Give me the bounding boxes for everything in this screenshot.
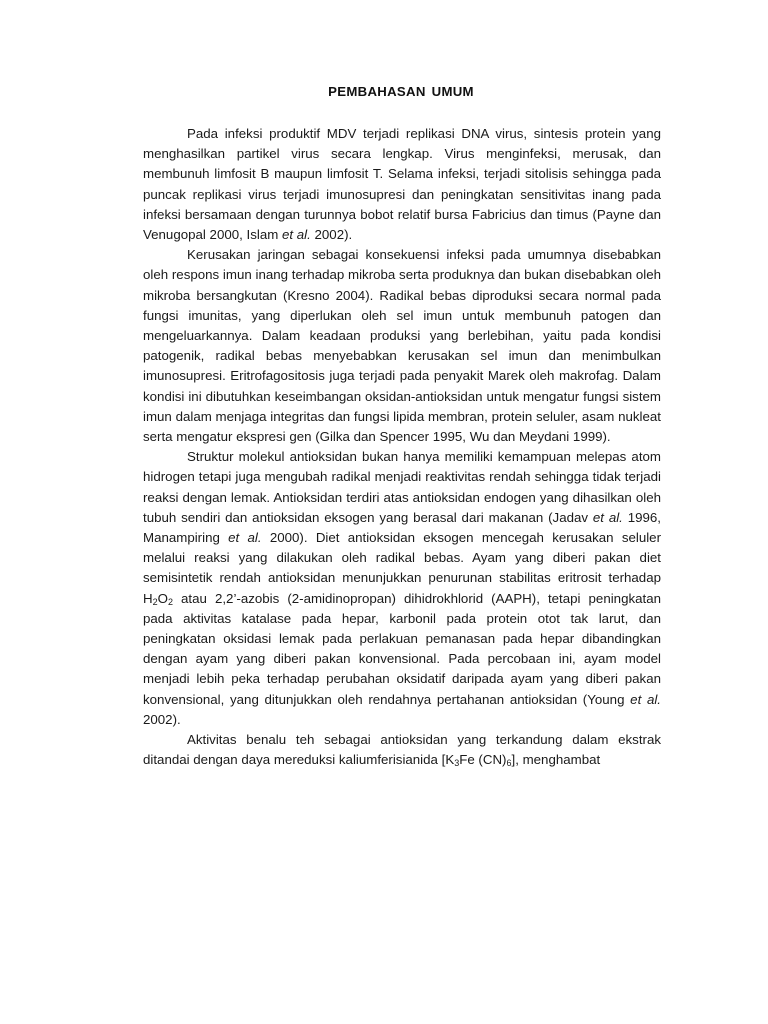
text-run: atau 2,2’-azobis (2-amidinopropan) dihidrokhlorid (AAPH), tetapi peningkatan pada aktivitas katalase pada hepar, karbonil pada protein otot tak larut, dan peningkatan oksidasi lemak pada perlakuan pemanasan pada hepar dibandingkan dengan ayam yang diberi pakan konvensional. Pada percobaan ini, ayam model menjadi lebih peka terhadap perubahan oksidatif daripada ayam yang diberi pakan konvensional, yang ditunjukkan oleh rendahnya pertahanan antioksidan (Young: [143, 590, 661, 707]
subscript: 3: [454, 758, 460, 769]
paragraph-1: [143, 124, 661, 245]
subscript: 2: [167, 596, 173, 607]
paragraph-3: [143, 447, 661, 730]
text-run: Aktivitas benalu teh sebagai antioksidan yang terkandung dalam ekstrak ditandai dengan daya mereduksi kaliumferisianida [K: [143, 732, 661, 768]
subscript: 2: [152, 596, 158, 607]
paragraph-4: [143, 730, 661, 770]
text-run: Struktur molekul antioksidan bukan hanya memiliki kemampuan melepas atom hidrogen tetapi juga mengubah radikal menjadi reaktivitas rendah sehingga tidak terjadi reaksi dengan lemak. Antioksidan terdiri atas antioksidan endogen yang dihasilkan oleh tubuh sendiri dan antioksidan eksogen yang berasal dari makanan (Jadav: [143, 449, 661, 525]
page-title: PEMBAHASAN UMUM: [328, 84, 474, 99]
text-run-italic: et al.: [630, 691, 661, 707]
text-run-italic: et al.: [281, 227, 311, 243]
text-run: O: [157, 590, 168, 606]
text-run: 1996, Manampiring: [143, 509, 661, 546]
text-run: 2002).: [310, 227, 353, 243]
text-run: 2002).: [143, 711, 181, 727]
text-run: Kerusakan jaringan sebagai konsekuensi infeksi pada umumnya disebabkan oleh respons imun inang terhadap mikroba serta produknya dan bukan disebabkan oleh mikroba bersangkutan (Kresno 2004). Radikal bebas diproduksi secara normal pada fungsi imunitas, yang diperlukan oleh sel imun untuk membunuh patogen dan mengeluarkannya. Dalam keadaan produksi yang berlebihan, yaitu pada kondisi patogenik, radikal bebas menyebabkan kerusakan sel imun dan menimbulkan imunosupresi. Eritrofagositosis juga terjadi pada penyakit Marek oleh makrofag. Dalam kondisi ini dibutuhkan keseimbangan oksidan-antioksidan untuk mengatur fungsi sistem imun dalam menjaga integritas dan fungsi lipida membran, protein seluler, asam nukleat serta mengatur ekspresi gen (Gilka dan Spencer 1995, Wu dan Meydani 1999).: [143, 247, 661, 445]
text-run: Fe (CN): [459, 752, 507, 768]
paragraph-2: [143, 245, 661, 447]
subscript: 6: [506, 758, 512, 769]
text-run: ], menghambat: [511, 752, 601, 768]
text-run-italic: et al.: [592, 509, 623, 525]
text-run: 2000). Diet antioksidan eksogen mencegah kerusakan seluler melalui reaksi yang dilakukan oleh radikal bebas. Ayam yang diberi pakan diet semisintetik rendah antioksidan menunjukkan penurunan stabilitas eritrosit terhadap H: [143, 530, 661, 606]
document-body: [143, 124, 661, 771]
text-run: Pada infeksi produktif MDV terjadi replikasi DNA virus, sintesis protein yang menghasilkan partikel virus secara lengkap. Virus menginfeksi, merusak, dan membunuh limfosit B maupun limfosit T. Selama infeksi, terjadi sitolisis sehingga pada puncak replikasi virus terjadi imunosupresi dan peningkatan sensitivitas inang pada infeksi bersamaan dengan turunnya bobot relatif bursa Fabricius dan timus (Payne dan Venugopal 2000, Islam: [143, 126, 661, 243]
text-run-italic: et al.: [228, 530, 262, 546]
